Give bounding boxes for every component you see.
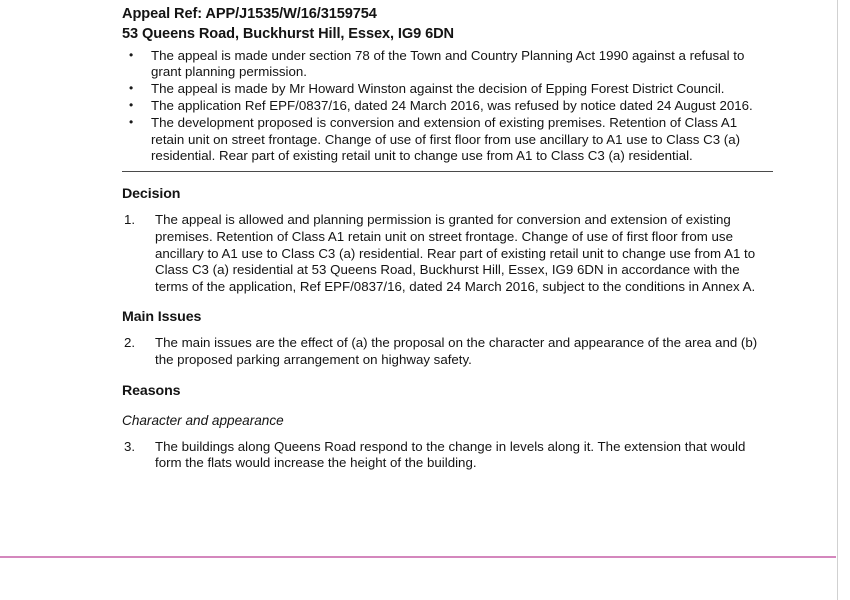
list-item: • The application Ref EPF/0837/16, dated 24 March 2016, was refused by notice dated 24 August 2016. <box>122 98 774 114</box>
main-issues-paragraph-list <box>122 335 774 368</box>
section-divider <box>122 171 773 172</box>
list-item: • The appeal is made by Mr Howard Winston against the decision of Epping Forest District Council. <box>122 81 774 97</box>
paragraph-text: The appeal is allowed and planning permission is granted for conversion and extension of existing premises. Retention of Class A1 retain unit on street frontage. Change of use of first floor from use ancillary to A1 use to Class C3 (a) residential. Rear part of existing retail unit to change use from A1 to Class C3 (a) residential at 53 Queens Road, Buckhurst Hill, Essex, IG9 6DN in accordance with the terms of the application, Ref EPF/0837/16, dated 24 March 2016, subject to the conditions in Annex A. <box>155 212 756 294</box>
page-title <box>122 5 774 44</box>
list-item <box>122 335 774 368</box>
document-body <box>122 5 774 472</box>
paragraph-text: The buildings along Queens Road respond to the change in levels along it. The extension that would form the flats would increase the height of the building. <box>155 438 746 471</box>
paragraph-number: 2. <box>124 335 136 351</box>
decision-heading: Decision <box>122 186 181 203</box>
list-item: • The development proposed is conversion and extension of existing premises. Retention of Class A1 retain unit on street frontage. Change of use of first floor from use ancillary to A1 use to Class C3 (a) residential. Rear part of existing retail unit to change use from A1 to Class C3 (a) residential. <box>122 115 774 164</box>
site-address-line: 53 Queens Road, Buckhurst Hill, Essex, IG9 6DN <box>122 25 454 42</box>
list-item <box>122 212 774 295</box>
list-item: • The appeal is made under section 78 of the Town and Country Planning Act 1990 against a refusal to grant planning permission. <box>122 48 774 81</box>
list-item <box>122 439 774 472</box>
appeal-ref-line: Appeal Ref: APP/J1535/W/16/3159754 <box>122 6 377 22</box>
main-issues-heading: Main Issues <box>122 309 202 326</box>
paragraph-text: The main issues are the effect of (a) the proposal on the character and appearance of the area and (b) the proposed parking arrangement on highway safety. <box>155 335 758 367</box>
reasons-paragraph-list <box>122 439 774 472</box>
paragraph-number: 1. <box>124 212 136 228</box>
appeal-facts-list <box>122 48 774 164</box>
paragraph-number: 3. <box>124 438 136 454</box>
scanned-page-edge <box>837 0 838 600</box>
reasons-heading: Reasons <box>122 382 181 399</box>
decision-paragraph-list <box>122 212 774 295</box>
reasons-subheading: Character and appearance <box>122 412 284 428</box>
pink-annotation-line <box>0 556 836 558</box>
